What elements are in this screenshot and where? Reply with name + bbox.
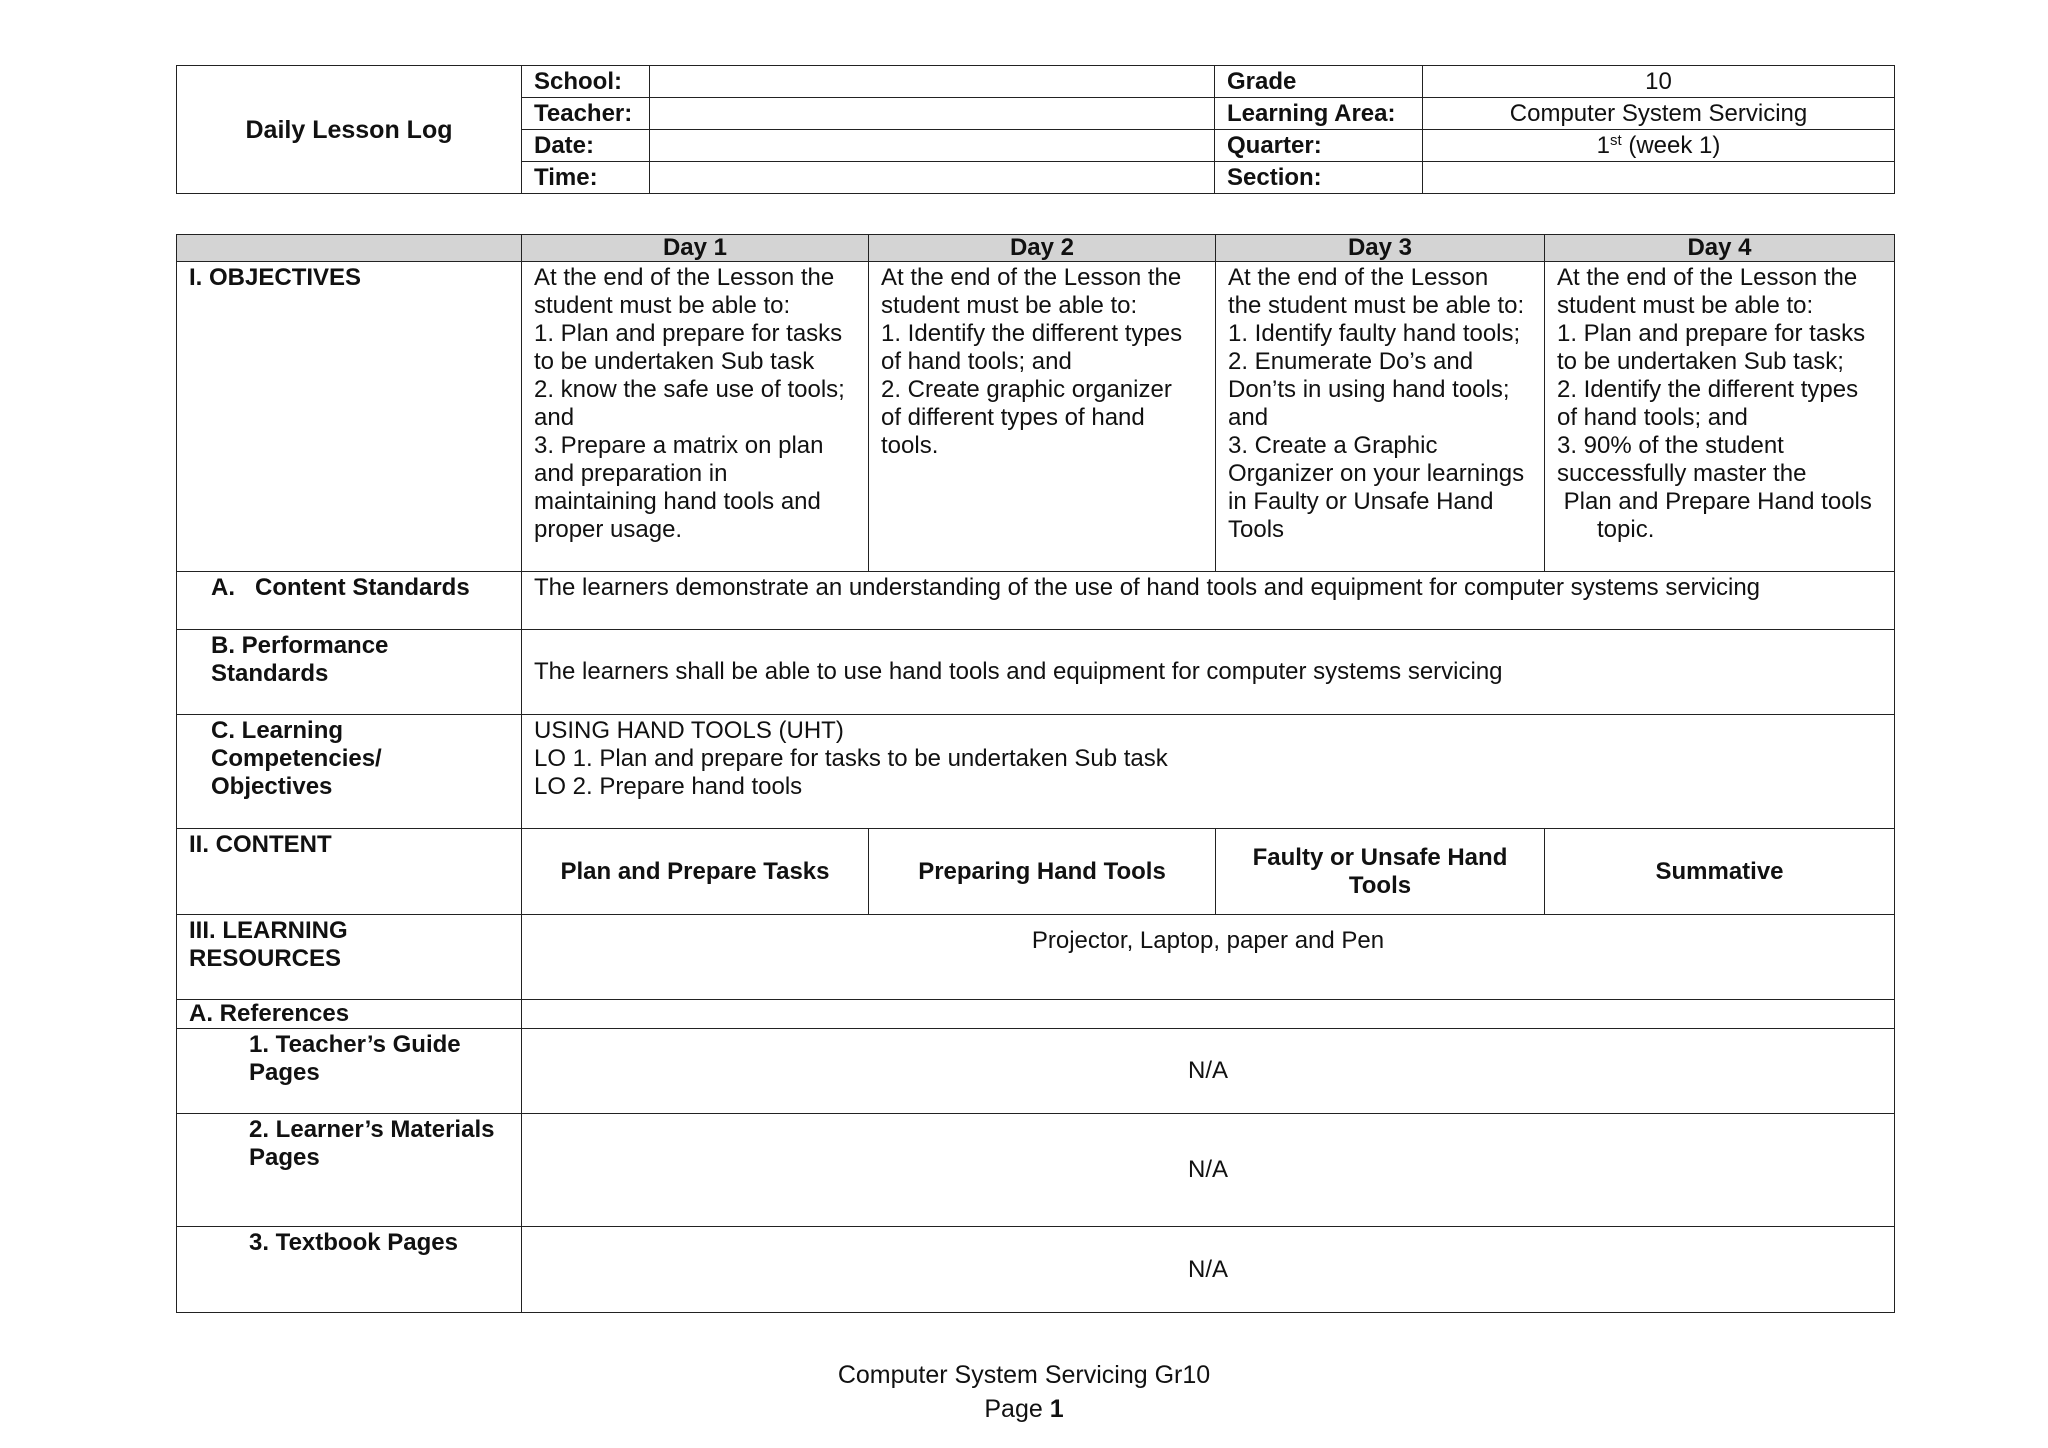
learners-materials-label <box>177 1114 522 1227</box>
objective-line: At the end of the Lesson the <box>534 264 835 291</box>
objective-line: 3. Create a Graphic <box>1228 432 1438 459</box>
objective-line: 3. Prepare a matrix on plan <box>534 432 824 459</box>
performance-standards-text: The learners shall be able to use hand tools and equipment for computer systems servicing <box>522 630 1895 715</box>
learners-materials-row <box>177 1114 1895 1227</box>
footer-page <box>0 1392 2048 1426</box>
school-value <box>650 66 1215 98</box>
competency-line: LO 2. Prepare hand tools <box>534 773 803 800</box>
learning-competencies-label <box>177 715 522 829</box>
performance-standards-label <box>177 630 522 715</box>
textbook-row <box>177 1227 1895 1313</box>
day-header-blank <box>177 235 522 262</box>
page-footer <box>0 1358 2048 1426</box>
content-row <box>177 829 1895 915</box>
quarter-ordinal: st <box>1609 131 1622 149</box>
competency-line: USING HAND TOOLS (UHT) <box>534 717 844 744</box>
quarter-label: Quarter: <box>1215 130 1423 162</box>
references-row <box>177 1000 1895 1029</box>
objective-line: the student must be able to: <box>1228 292 1525 319</box>
objective-line: 2. know the safe use of tools; <box>534 376 845 403</box>
teachers-guide-label <box>177 1029 522 1114</box>
objective-line: 2. Identify the different types <box>1557 376 1859 403</box>
objective-line: to be undertaken Sub task; <box>1557 348 1844 375</box>
day-1-header: Day 1 <box>522 235 869 262</box>
grade-value: 10 <box>1423 66 1895 98</box>
teacher-label: Teacher: <box>522 98 650 130</box>
content-label: II. CONTENT <box>177 829 522 915</box>
objective-line: successfully master the <box>1557 460 1807 487</box>
objective-line: At the end of the Lesson the <box>881 264 1182 291</box>
learning-area-value: Computer System Servicing <box>1423 98 1895 130</box>
objectives-day-3 <box>1216 262 1545 572</box>
day-header-row <box>177 235 1895 262</box>
teachers-guide-row <box>177 1029 1895 1114</box>
objective-line: At the end of the Lesson <box>1228 264 1489 291</box>
content-standards-row <box>177 572 1895 630</box>
section-value <box>1423 162 1895 194</box>
day-3-header: Day 3 <box>1216 235 1545 262</box>
objective-line: 2. Create graphic organizer <box>881 376 1172 403</box>
objective-line: of hand tools; and <box>1557 404 1748 431</box>
textbook-value: N/A <box>522 1227 1895 1313</box>
objective-line: 1. Plan and prepare for tasks <box>1557 320 1866 347</box>
objective-line: At the end of the Lesson the <box>1557 264 1858 291</box>
learning-competencies-row <box>177 715 1895 829</box>
competencies-label-line: C. Learning <box>211 717 344 744</box>
learners-materials-label-line: 2. Learner’s Materials <box>249 1116 495 1143</box>
learning-resources-text: Projector, Laptop, paper and Pen <box>522 915 1895 1000</box>
performance-label-line: B. Performance <box>211 632 389 659</box>
objective-line: Tools <box>1228 516 1285 543</box>
learners-materials-label-line: Pages <box>249 1144 320 1171</box>
objectives-day-4 <box>1545 262 1895 572</box>
objective-line: student must be able to: <box>534 292 791 319</box>
content-standards-text: The learners demonstrate an understanding of the use of hand tools and equipment for computer systems servicing <box>522 572 1895 630</box>
resources-label-line: III. LEARNING <box>189 917 348 944</box>
learning-resources-label <box>177 915 522 1000</box>
learners-materials-value: N/A <box>522 1114 1895 1227</box>
teachers-guide-label-line: Pages <box>249 1059 320 1086</box>
objective-line: to be undertaken Sub task <box>534 348 815 375</box>
section-label: Section: <box>1215 162 1423 194</box>
objectives-label: I. OBJECTIVES <box>177 262 522 572</box>
objective-line: Don’ts in using hand tools; <box>1228 376 1510 403</box>
objective-line: Plan and Prepare Hand tools <box>1557 488 1872 515</box>
performance-label-line: Standards <box>211 660 329 687</box>
objectives-day-2 <box>869 262 1216 572</box>
objective-line: Organizer on your learnings <box>1228 460 1525 487</box>
day-2-header: Day 2 <box>869 235 1216 262</box>
school-label: School: <box>522 66 650 98</box>
quarter-value <box>1423 130 1895 162</box>
quarter-week: (week 1) <box>1621 131 1721 159</box>
references-blank <box>522 1000 1895 1029</box>
content-day-1: Plan and Prepare Tasks <box>522 829 869 915</box>
date-label: Date: <box>522 130 650 162</box>
objective-line: in Faulty or Unsafe Hand <box>1228 488 1494 515</box>
objective-line: tools. <box>881 432 939 459</box>
content-day-4: Summative <box>1545 829 1895 915</box>
objective-line: and preparation in <box>534 460 728 487</box>
learning-competencies-text <box>522 715 1895 829</box>
objective-line: 3. 90% of the student <box>1557 432 1784 459</box>
objective-line: 1. Identify the different types <box>881 320 1183 347</box>
content-standards-label: A. Content Standards <box>177 572 522 630</box>
footer-page-number: 1 <box>1049 1395 1064 1423</box>
time-label: Time: <box>522 162 650 194</box>
objective-line: and <box>534 404 575 431</box>
objective-line: of different types of hand <box>881 404 1145 431</box>
competencies-label-line: Competencies/ <box>211 745 382 772</box>
objective-line: topic. <box>1557 516 1655 543</box>
header-info-table <box>176 65 1895 194</box>
footer-title: Computer System Servicing Gr10 <box>837 1361 1211 1389</box>
objective-line: maintaining hand tools and <box>534 488 821 515</box>
objective-line: student must be able to: <box>881 292 1138 319</box>
resources-label-line: RESOURCES <box>189 945 342 972</box>
objectives-day-1 <box>522 262 869 572</box>
objective-line: 2. Enumerate Do’s and <box>1228 348 1474 375</box>
lesson-log-title: Daily Lesson Log <box>177 66 522 194</box>
footer-page-label: Page <box>984 1395 1050 1423</box>
competency-line: LO 1. Plan and prepare for tasks to be undertaken Sub task <box>534 745 1168 772</box>
objective-line: 1. Plan and prepare for tasks <box>534 320 843 347</box>
teachers-guide-value: N/A <box>522 1029 1895 1114</box>
lesson-plan-table <box>176 234 1895 1313</box>
objective-line: student must be able to: <box>1557 292 1814 319</box>
objective-line: 1. Identify faulty hand tools; <box>1228 320 1521 347</box>
date-value <box>650 130 1215 162</box>
content-day-3: Faulty or Unsafe Hand Tools <box>1216 829 1545 915</box>
content-day-2: Preparing Hand Tools <box>869 829 1216 915</box>
learning-area-label: Learning Area: <box>1215 98 1423 130</box>
textbook-label: 3. Textbook Pages <box>177 1227 522 1313</box>
objective-line: and <box>1228 404 1269 431</box>
learning-resources-row <box>177 915 1895 1000</box>
time-value <box>650 162 1215 194</box>
day-4-header: Day 4 <box>1545 235 1895 262</box>
grade-label: Grade <box>1215 66 1423 98</box>
objective-line: of hand tools; and <box>881 348 1072 375</box>
teacher-value <box>650 98 1215 130</box>
teachers-guide-label-line: 1. Teacher’s Guide <box>249 1031 461 1058</box>
performance-standards-row <box>177 630 1895 715</box>
references-label: A. References <box>177 1000 522 1029</box>
objective-line: proper usage. <box>534 516 683 543</box>
competencies-label-line: Objectives <box>211 773 333 800</box>
objectives-row <box>177 262 1895 572</box>
quarter-number: 1 <box>1596 131 1610 159</box>
